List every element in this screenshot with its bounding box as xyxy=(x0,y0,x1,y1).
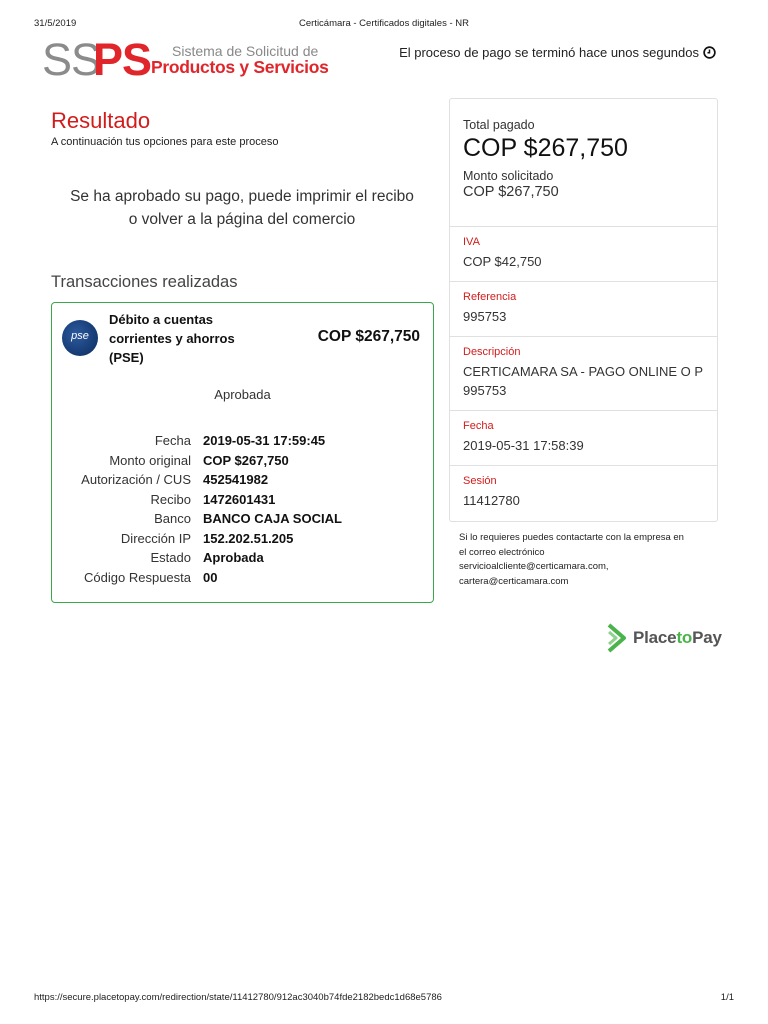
summary-label: Referencia xyxy=(463,291,517,303)
summary-section-session xyxy=(450,466,717,521)
detail-label: Estado xyxy=(150,550,191,565)
detail-label: Recibo xyxy=(150,491,191,507)
detail-row xyxy=(52,492,433,512)
placetopay-to: to xyxy=(676,628,693,647)
summary-label: Sesión xyxy=(463,475,497,487)
detail-label: Monto original xyxy=(109,452,191,468)
process-message: El proceso de pago se terminó hace unos segundos xyxy=(399,45,699,60)
payment-method-line-1: Débito a cuentas xyxy=(109,312,214,327)
summary-section-date xyxy=(450,411,717,466)
result-title: Resultado xyxy=(51,108,151,133)
detail-row xyxy=(52,550,433,570)
detail-value: 2019-05-31 17:59:45 xyxy=(203,433,326,448)
approved-line-2: o volver a la página del comercio xyxy=(128,211,356,228)
summary-section-reference xyxy=(450,282,717,337)
summary-label: IVA xyxy=(463,236,480,248)
placetopay-chevron-icon xyxy=(606,622,628,654)
placetopay-pay: Pay xyxy=(692,628,722,647)
detail-label: Dirección IP xyxy=(120,530,191,546)
logo-ss: SS xyxy=(42,34,101,85)
clock-icon xyxy=(703,46,716,59)
summary-value: 995753 xyxy=(463,309,507,324)
detail-value: 00 xyxy=(203,569,218,585)
placetopay-wordmark xyxy=(633,628,722,648)
placetopay-logo xyxy=(606,621,722,655)
payment-summary-panel xyxy=(449,98,718,522)
transaction-details xyxy=(52,433,433,589)
transactions-heading: Transacciones realizadas xyxy=(51,273,238,291)
detail-row xyxy=(52,570,433,590)
detail-value: 452541982 xyxy=(203,472,269,487)
requested-amount-label: Monto solicitado xyxy=(463,169,554,183)
transaction-card xyxy=(51,302,434,603)
detail-value: Aprobada xyxy=(203,550,264,565)
total-paid-value: COP $267,750 xyxy=(463,134,628,162)
detail-row xyxy=(52,511,433,531)
detail-value: BANCO CAJA SOCIAL xyxy=(203,511,342,526)
print-url: https://secure.placetopay.com/redirection/state/11412780/912ac3040b74fde2182bedc1d68e5786 xyxy=(34,992,442,1003)
summary-label: Fecha xyxy=(463,420,494,432)
detail-label: Código Respuesta xyxy=(84,569,191,585)
print-footer xyxy=(0,992,768,1006)
contact-email-2[interactable]: cartera@certicamara.com xyxy=(459,575,569,587)
contact-email-1[interactable]: servicioalcliente@certicamara.com, xyxy=(459,561,609,572)
detail-label: Fecha xyxy=(154,433,191,448)
pse-logo-text: pse xyxy=(71,330,89,342)
pse-logo-icon xyxy=(62,320,98,356)
contact-line-1: Si lo requieres puedes contactarte con la empresa en xyxy=(459,532,684,543)
summary-value: COP $42,750 xyxy=(463,254,542,269)
ssps-logo xyxy=(42,34,329,85)
result-subtitle: A continuación tus opciones para este proceso xyxy=(51,136,279,148)
print-page-number: 1/1 xyxy=(720,992,734,1003)
transaction-amount: COP $267,750 xyxy=(317,328,420,345)
detail-label: Banco xyxy=(154,511,191,526)
print-date: 31/5/2019 xyxy=(34,18,77,29)
logo-ps: PS xyxy=(93,34,152,85)
payment-method-line-2: corrientes y ahorros xyxy=(109,331,235,346)
payment-method xyxy=(109,310,249,367)
summary-value: 11412780 xyxy=(463,493,520,508)
print-header xyxy=(0,18,768,32)
payment-method-line-3: (PSE) xyxy=(109,350,144,365)
summary-value: 2019-05-31 17:58:39 xyxy=(463,438,584,453)
logo-line2: Productos y Servicios xyxy=(151,57,329,77)
summary-section-iva xyxy=(450,227,717,282)
detail-value: 152.202.51.205 xyxy=(203,530,294,546)
approved-message xyxy=(51,185,433,231)
requested-amount-value: COP $267,750 xyxy=(463,184,559,200)
approved-line-1: Se ha aprobado su pago, puede imprimir el recibo xyxy=(70,188,414,205)
detail-row xyxy=(52,472,433,492)
summary-section-description xyxy=(450,337,717,411)
contact-info xyxy=(459,531,719,589)
detail-value: 1472601431 xyxy=(203,491,276,507)
placetopay-place: Place xyxy=(633,628,677,647)
summary-totals xyxy=(450,99,717,227)
logo-line1: Sistema de Solicitud de xyxy=(172,43,319,59)
summary-value: CERTICAMARA SA - PAGO ONLINE O P 995753 xyxy=(463,364,703,398)
detail-row xyxy=(52,453,433,473)
detail-row xyxy=(52,433,433,453)
summary-label: Descripción xyxy=(463,346,521,358)
print-title: Certicámara - Certificados digitales - NR xyxy=(299,18,469,29)
total-paid-label: Total pagado xyxy=(463,118,535,132)
process-status xyxy=(399,45,716,60)
transaction-status: Aprobada xyxy=(214,387,271,402)
detail-value: COP $267,750 xyxy=(203,452,289,468)
contact-line-2: el correo electrónico xyxy=(459,546,545,558)
detail-row xyxy=(52,531,433,551)
detail-label: Autorización / CUS xyxy=(81,472,191,487)
